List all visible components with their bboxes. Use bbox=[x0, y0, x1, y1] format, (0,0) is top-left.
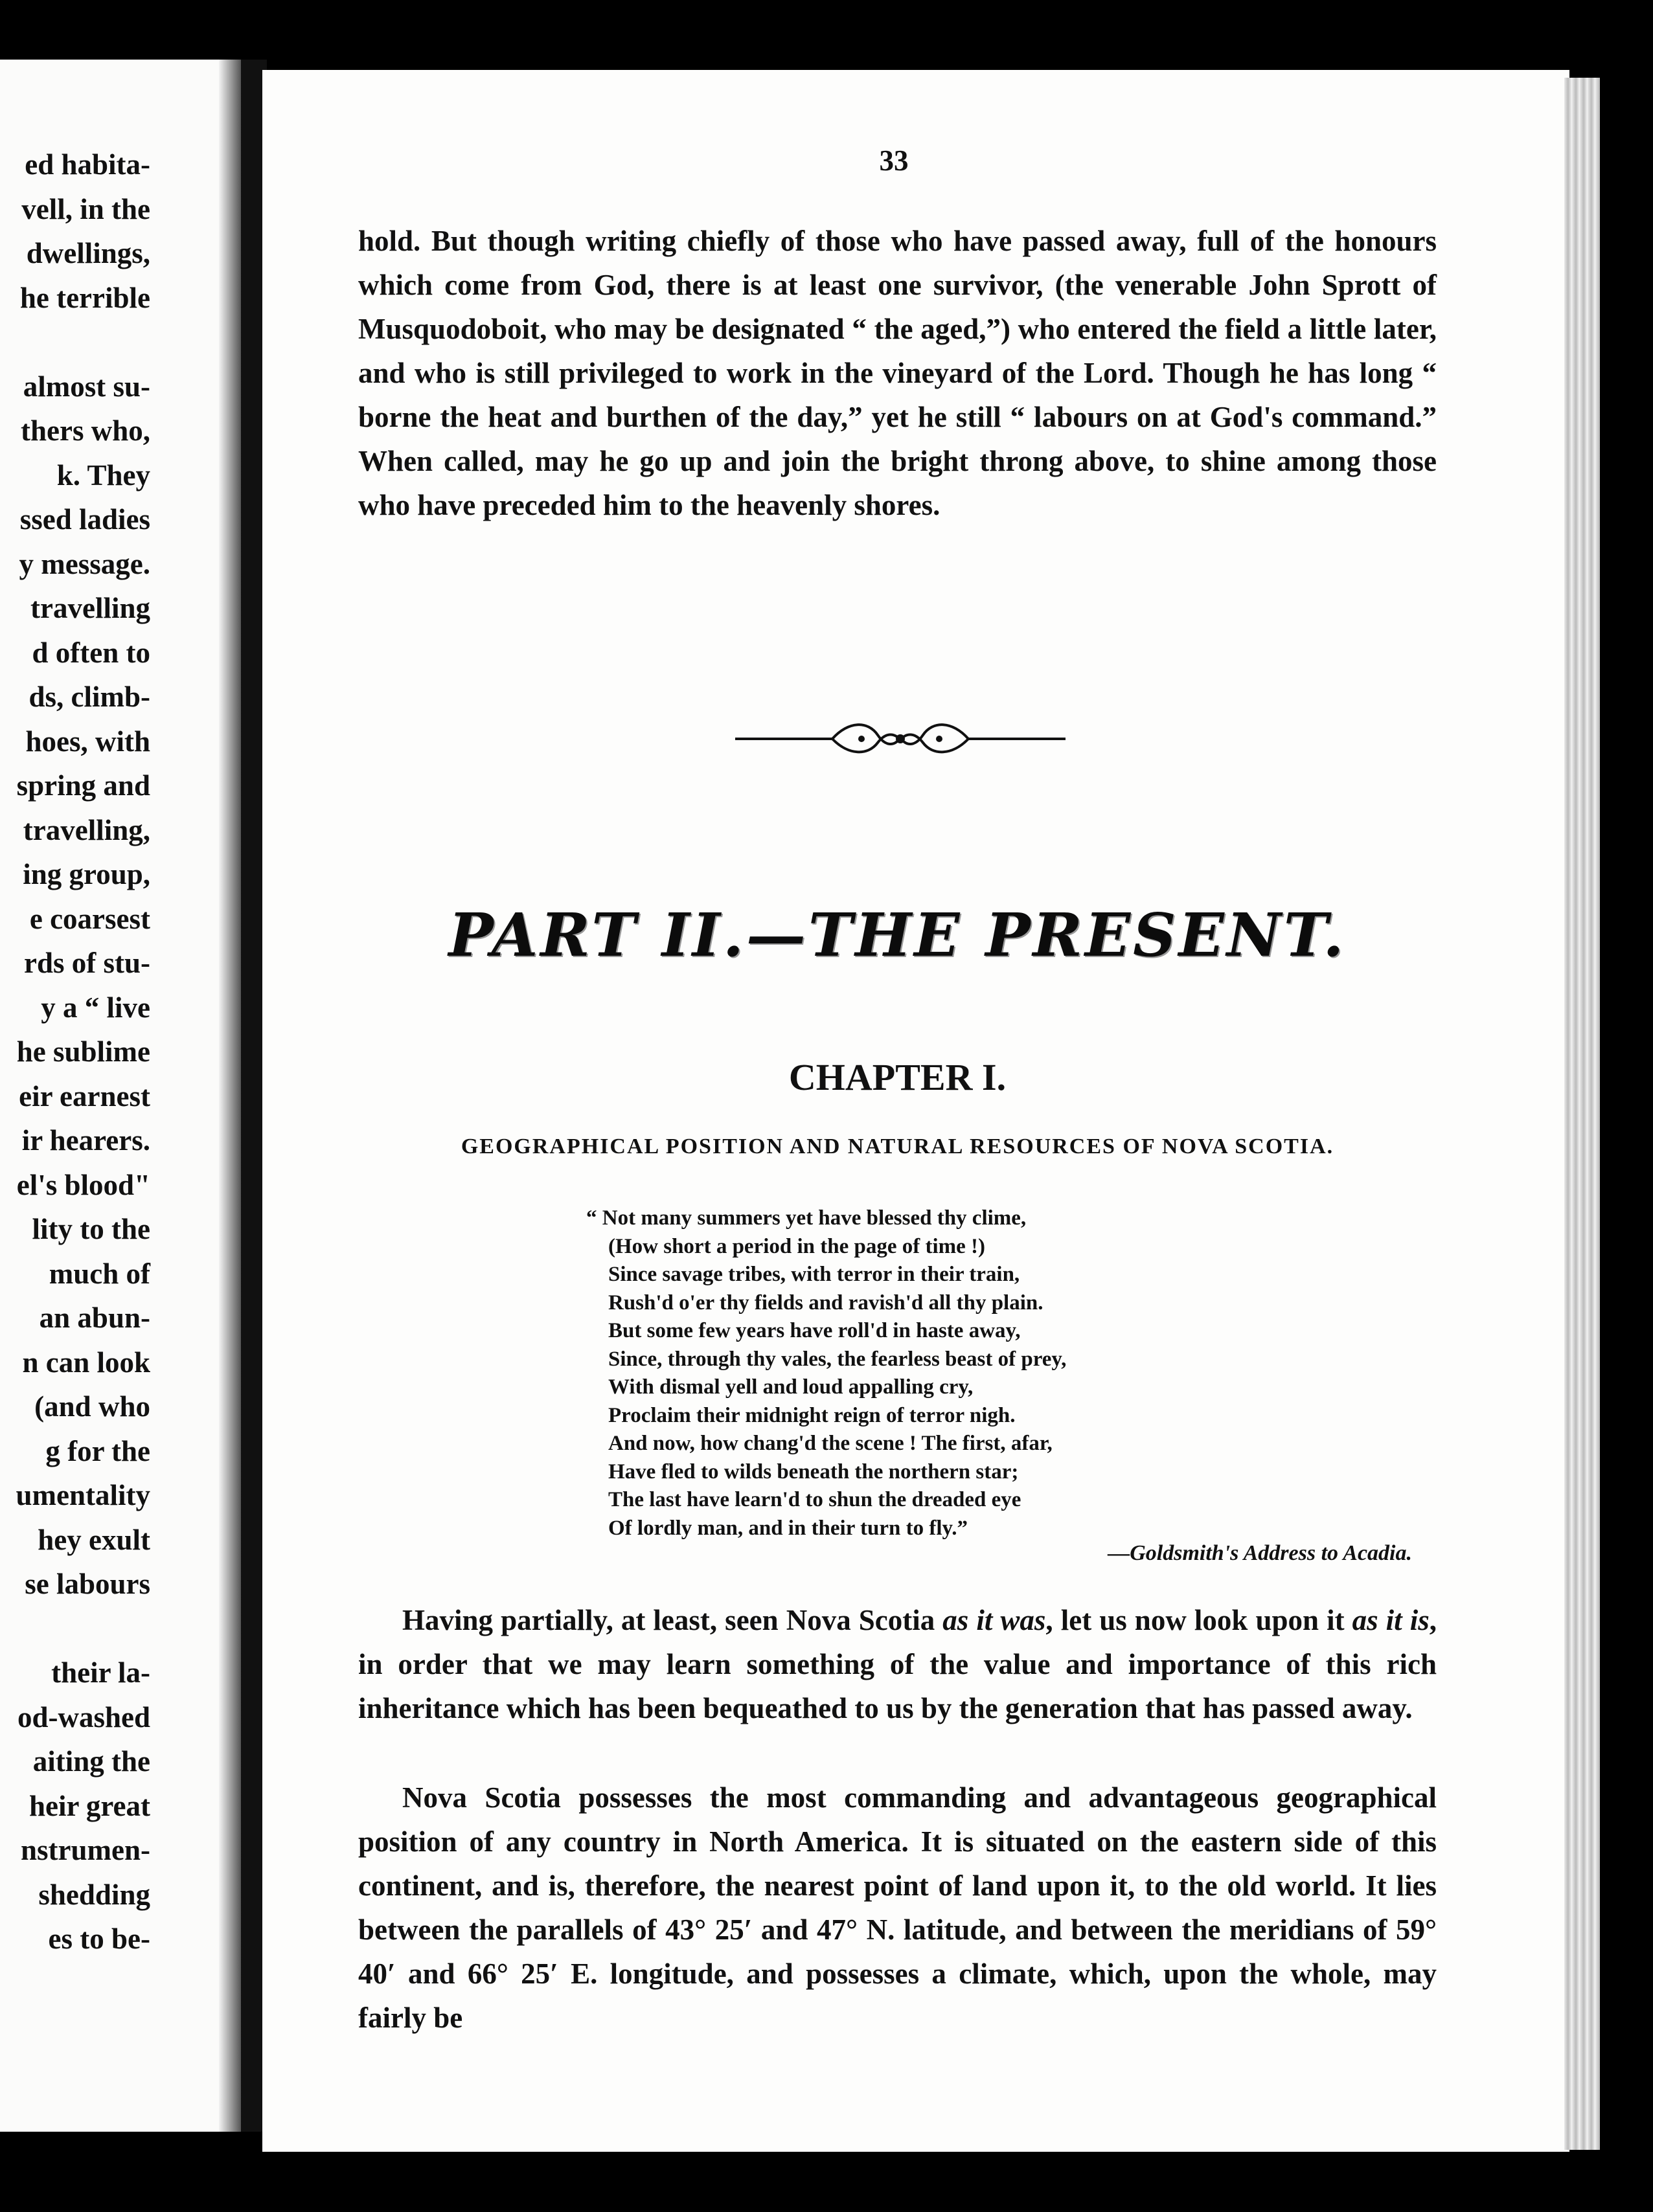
left-page-line: n can look bbox=[22, 1346, 150, 1379]
left-page-line: od-washed bbox=[17, 1700, 150, 1733]
left-page-line: ssed ladies bbox=[19, 503, 150, 536]
left-page-line: shedding bbox=[38, 1878, 150, 1911]
page-number: 33 bbox=[879, 144, 909, 177]
left-page-line: aiting the bbox=[32, 1745, 150, 1778]
paragraph-hold: hold. But though writing chiefly of those who have passed away, full of the honours which come from God, there is at least one survivor, (the venerable John Sprott of Musquodoboit, who may be designated “ the aged,”) who entered the field a little later, and who is still privileged to work in the vineyard of the Lord. Though he has long “ borne the heat and burthen of the day,” yet he still “ labours on at God's command.” When called, may he go up and join the bright throng above, to shine among those who have preceded him to the heavenly shores. bbox=[358, 225, 1437, 521]
chapter-title: CHAPTER I. bbox=[788, 1056, 1007, 1098]
poem-line: Proclaim their midnight reign of terror nigh. bbox=[608, 1403, 1016, 1427]
paragraph-text: , let us now look upon it bbox=[1045, 1604, 1352, 1636]
left-page-line: ir hearers. bbox=[21, 1124, 150, 1157]
left-page-line: g for the bbox=[45, 1434, 150, 1467]
left-page-line: hey exult bbox=[38, 1523, 150, 1556]
left-page-line: travelling bbox=[30, 592, 150, 624]
left-page-edge bbox=[219, 60, 241, 2132]
poem-line: “ Not many summers yet have blessed thy clime, bbox=[586, 1206, 1027, 1230]
left-page-line: nstrumen- bbox=[21, 1834, 150, 1866]
left-page-line: travelling, bbox=[23, 813, 150, 846]
left-page-line: y message. bbox=[19, 547, 150, 580]
left-page-line: heir great bbox=[28, 1789, 150, 1822]
right-page-edges bbox=[1564, 78, 1600, 2150]
left-page-line: el's blood" bbox=[16, 1168, 150, 1201]
poem-line: With dismal yell and loud appalling cry, bbox=[608, 1375, 974, 1399]
left-page-line: (and who bbox=[34, 1390, 150, 1423]
left-page-line: es to be- bbox=[48, 1923, 150, 1955]
chapter-subtitle: GEOGRAPHICAL POSITION AND NATURAL RESOURCES OF NOVA SCOTIA. bbox=[461, 1134, 1334, 1158]
left-page-line: spring and bbox=[16, 769, 150, 802]
left-page bbox=[0, 60, 241, 2132]
poem-line: (How short a period in the page of time !) bbox=[608, 1234, 986, 1258]
part-title: PART II.—THE PRESENT. bbox=[448, 900, 1347, 970]
left-page-line: ds, climb- bbox=[28, 681, 150, 713]
poem-line: Since savage tribes, with terror in their train, bbox=[608, 1263, 1020, 1286]
poem-line: The last have learn'd to shun the dreaded eye bbox=[608, 1488, 1021, 1511]
left-page-line: he sublime bbox=[16, 1035, 150, 1068]
paragraph-text: , in order that we may learn something of the value and importance of this rich inheritance which has been bequeathed to us by the generation that has passed away. bbox=[358, 1604, 1437, 1724]
left-page-line: vell, in the bbox=[21, 192, 150, 225]
left-page-line: d often to bbox=[32, 636, 150, 669]
left-page-line: se labours bbox=[25, 1568, 150, 1600]
left-page-line: hoes, with bbox=[25, 725, 150, 758]
left-page-line: k. They bbox=[56, 458, 150, 491]
left-page-line: ing group, bbox=[23, 858, 150, 890]
poem-line: Of lordly man, and in their turn to fly.” bbox=[608, 1516, 968, 1540]
poem-line: Rush'd o'er thy fields and ravish'd all thy plain. bbox=[608, 1291, 1043, 1315]
left-page-line: their la- bbox=[51, 1656, 150, 1689]
left-page-line: ed habita- bbox=[25, 148, 150, 181]
ornament-divider-icon bbox=[735, 716, 1066, 761]
left-page-line: dwellings, bbox=[26, 237, 150, 269]
paragraph-having-partially bbox=[358, 1598, 1437, 1730]
left-page-line: almost su- bbox=[23, 370, 150, 403]
emphasis-text: as it is bbox=[1352, 1604, 1430, 1636]
left-page-line: he terrible bbox=[19, 281, 150, 314]
left-page-line: y a “ live bbox=[41, 991, 150, 1024]
left-page-line: an abun- bbox=[39, 1302, 150, 1334]
paragraph-nova-scotia-position: Nova Scotia possesses the most commanding and advantageous geographical position of any country in North America. It is situated on the eastern side of this continent, and is, therefore, the nearest point of land upon it, to the old world. It lies between the parallels of 43° 25′ and 47° N. latitude, and between the meridians of 59° 40′ and 66° 25′ E. longitude, and possesses a climate, which, upon the whole, may fairly be bbox=[358, 1781, 1437, 2034]
poem-line: But some few years have roll'd in haste away, bbox=[608, 1319, 1021, 1342]
left-page-line: umentality bbox=[16, 1479, 150, 1511]
poem-line: And now, how chang'd the scene ! The first, afar, bbox=[608, 1432, 1053, 1455]
epigraph-poem bbox=[586, 1204, 1422, 1542]
paragraph-text: Having partially, at least, seen Nova Scotia bbox=[402, 1604, 943, 1636]
left-page-line: lity to the bbox=[32, 1213, 150, 1245]
left-page-line: rds of stu- bbox=[23, 947, 150, 979]
left-page-line: thers who, bbox=[21, 414, 150, 447]
left-page-line: much of bbox=[49, 1257, 150, 1290]
poem-line: Since, through thy vales, the fearless beast of prey, bbox=[608, 1347, 1067, 1371]
emphasis-text: as it was bbox=[942, 1604, 1046, 1636]
left-page-line: eir earnest bbox=[19, 1079, 150, 1112]
poem-line: Have fled to wilds beneath the northern star; bbox=[608, 1460, 1019, 1484]
poem-attribution: —Goldsmith's Address to Acadia. bbox=[1108, 1541, 1412, 1565]
left-page-line: e coarsest bbox=[29, 902, 150, 935]
